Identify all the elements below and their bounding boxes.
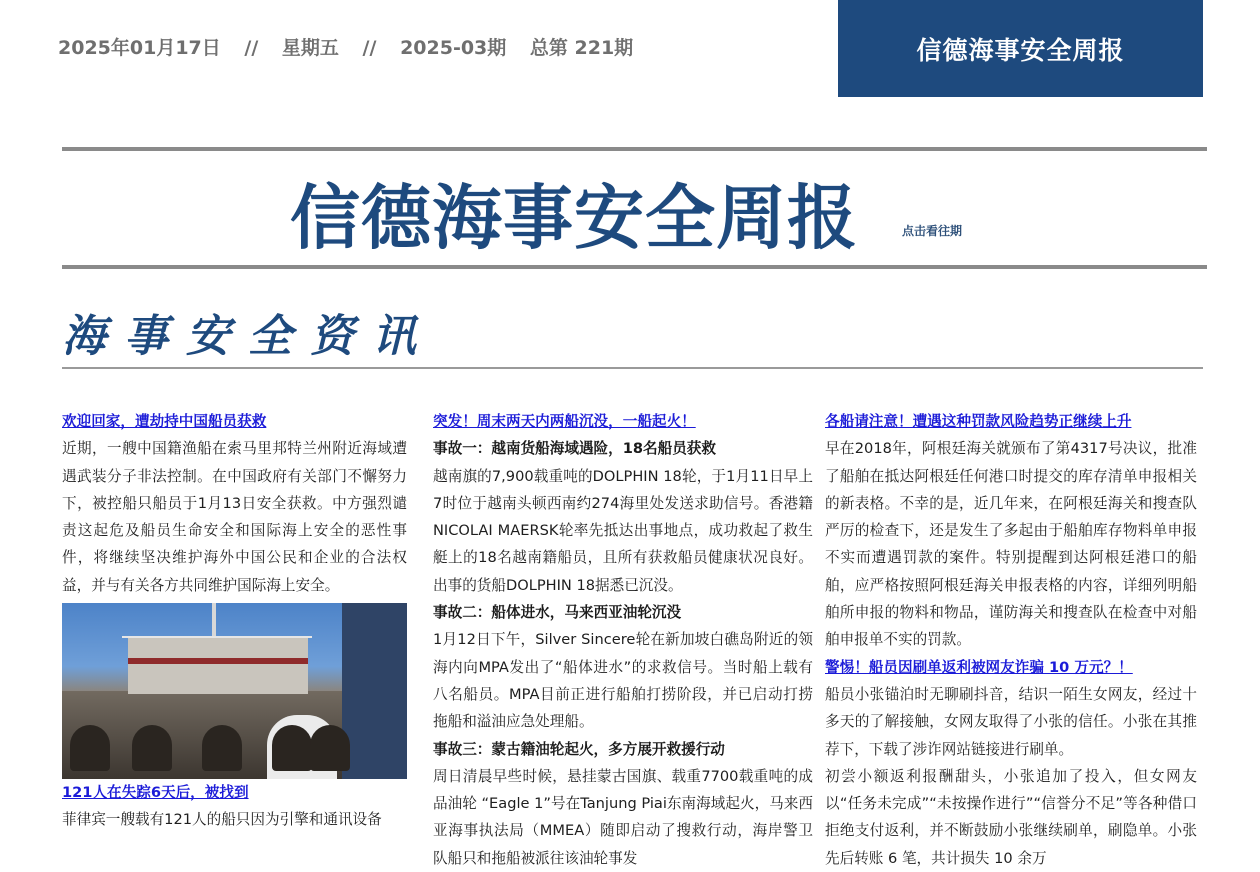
section-rule <box>62 367 1203 369</box>
issue-date: 2025年01月17日 <box>58 37 221 59</box>
masthead-top-rule <box>62 147 1207 151</box>
article-body-online-fraud-1: 船员小张锚泊时无聊刷抖音，结识一陌生女网友，经过十多天的了解接触，女网友取得了小张的信任。小张在其推荐下，下载了涉诈网站链接进行刷单。 <box>825 685 1197 758</box>
masthead-title: 信德海事安全周报 <box>290 177 858 259</box>
brand-name: 信德海事安全周报 <box>916 35 1125 65</box>
accident-2-body: 1月12日下午，Silver Sincere轮在新加坡白礁岛附近的领海内向MPA发出了“船体进水”的求救信号。当时船上载有八名船员。MPA目前正进行船舶打捞阶段，并已启动打捞拖船和溢油应急处理船。 <box>433 631 813 731</box>
article-headline-hostage-rescue[interactable]: 欢迎回家，遭劫持中国船员获救 <box>62 413 267 430</box>
article-body-hostage-rescue: 近期，一艘中国籍渔船在索马里邦特兰州附近海域遭遇武装分子非法控制。在中国政府有关部门不懈努力下，被控船只船员于1月13日安全获救。中方强烈谴责这起危及船员生命安全和国际海上安全的恶性事件，将继续坚决维护海外中国公民和企业的合法权益，并与有关各方共同维护国际海上安全。 <box>62 440 407 594</box>
news-column-left <box>62 408 407 834</box>
issue-total: 总第 221期 <box>529 37 634 59</box>
section-title: 海事安全资讯 <box>62 311 434 362</box>
article-body-missing-ship: 菲律宾一艘载有121人的船只因为引擎和通讯设备 <box>62 811 382 829</box>
issue-weekday: 星期五 <box>281 37 339 59</box>
article-headline-ship-accidents[interactable]: 突发！周末两天内两船沉没，一船起火！ <box>433 413 696 430</box>
accident-2-title: 事故二：船体进水，马来西亚油轮沉没 <box>433 604 682 622</box>
article-headline-online-fraud[interactable]: 警惕！船员因刷单返利被网友诈骗 10 万元？！ <box>825 658 1133 676</box>
article-body-online-fraud-2: 初尝小额返利报酬甜头，小张追加了投入，但女网友以“任务未完成”“未按操作进行”“信誉分不足”等各种借口拒绝支付返利，并不断鼓励小张继续刷单，刷隐单。小张先后转账 6 笔，共计损失 10 余万 <box>825 767 1197 867</box>
dateline-separator: // <box>244 37 259 59</box>
news-column-middle <box>433 408 813 872</box>
ship-deck-crew-photo <box>62 603 407 779</box>
issue-number: 2025-03期 <box>400 37 507 59</box>
dateline-separator: // <box>362 37 377 59</box>
news-column-right <box>825 408 1197 872</box>
accident-1-title: 事故一：越南货船海域遇险，18名船员获救 <box>433 440 716 458</box>
accident-3-body: 周日清晨早些时候，悬挂蒙古国旗、载重7700载重吨的成品油轮 “Eagle 1”号在Tanjung Piai东南海域起火，马来西亚海事执法局（MMEA）随即启动了搜救行动，海岸警卫队船只和拖船被派往该油轮事发 <box>433 767 813 867</box>
past-issues-link[interactable]: 点击看往期 <box>902 224 963 238</box>
issue-dateline <box>58 33 650 60</box>
article-headline-argentina-fines[interactable]: 各船请注意！遭遇这种罚款风险趋势正继续上升 <box>825 413 1132 430</box>
accident-3-title: 事故三：蒙古籍油轮起火，多方展开救援行动 <box>433 740 725 758</box>
accident-1-body: 越南旗的7,900载重吨的DOLPHIN 18轮，于1月11日早上7时位于越南头顿西南约274海里处发送求助信号。香港籍NICOLAI MAERSK轮率先抵达出事地点，成功救起了救生艇上的18名越南籍船员，且所有获救船员健康状况良好。出事的货船DOLPHIN 18据悉已沉没。 <box>433 467 813 594</box>
masthead-bottom-rule <box>62 265 1207 269</box>
article-headline-missing-ship[interactable]: 121人在失踪6天后，被找到 <box>62 784 249 802</box>
brand-banner <box>838 0 1203 97</box>
article-body-argentina-fines: 早在2018年，阿根廷海关就颁布了第4317号决议，批准了船舶在抵达阿根廷任何港口时提交的库存清单申报相关的新表格。不幸的是，近几年来，在阿根廷海关和搜查队严厉的检查下，还是发生了多起由于船舶库存物料单申报不实而遭遇罚款的案件。特别提醒到达阿根廷港口的船舶，应严格按照阿根廷海关申报表格的内容，详细列明船舶所申报的物料和物品，谨防海关和搜查队在检查中对船舶申报单不实的罚款。 <box>825 440 1197 649</box>
